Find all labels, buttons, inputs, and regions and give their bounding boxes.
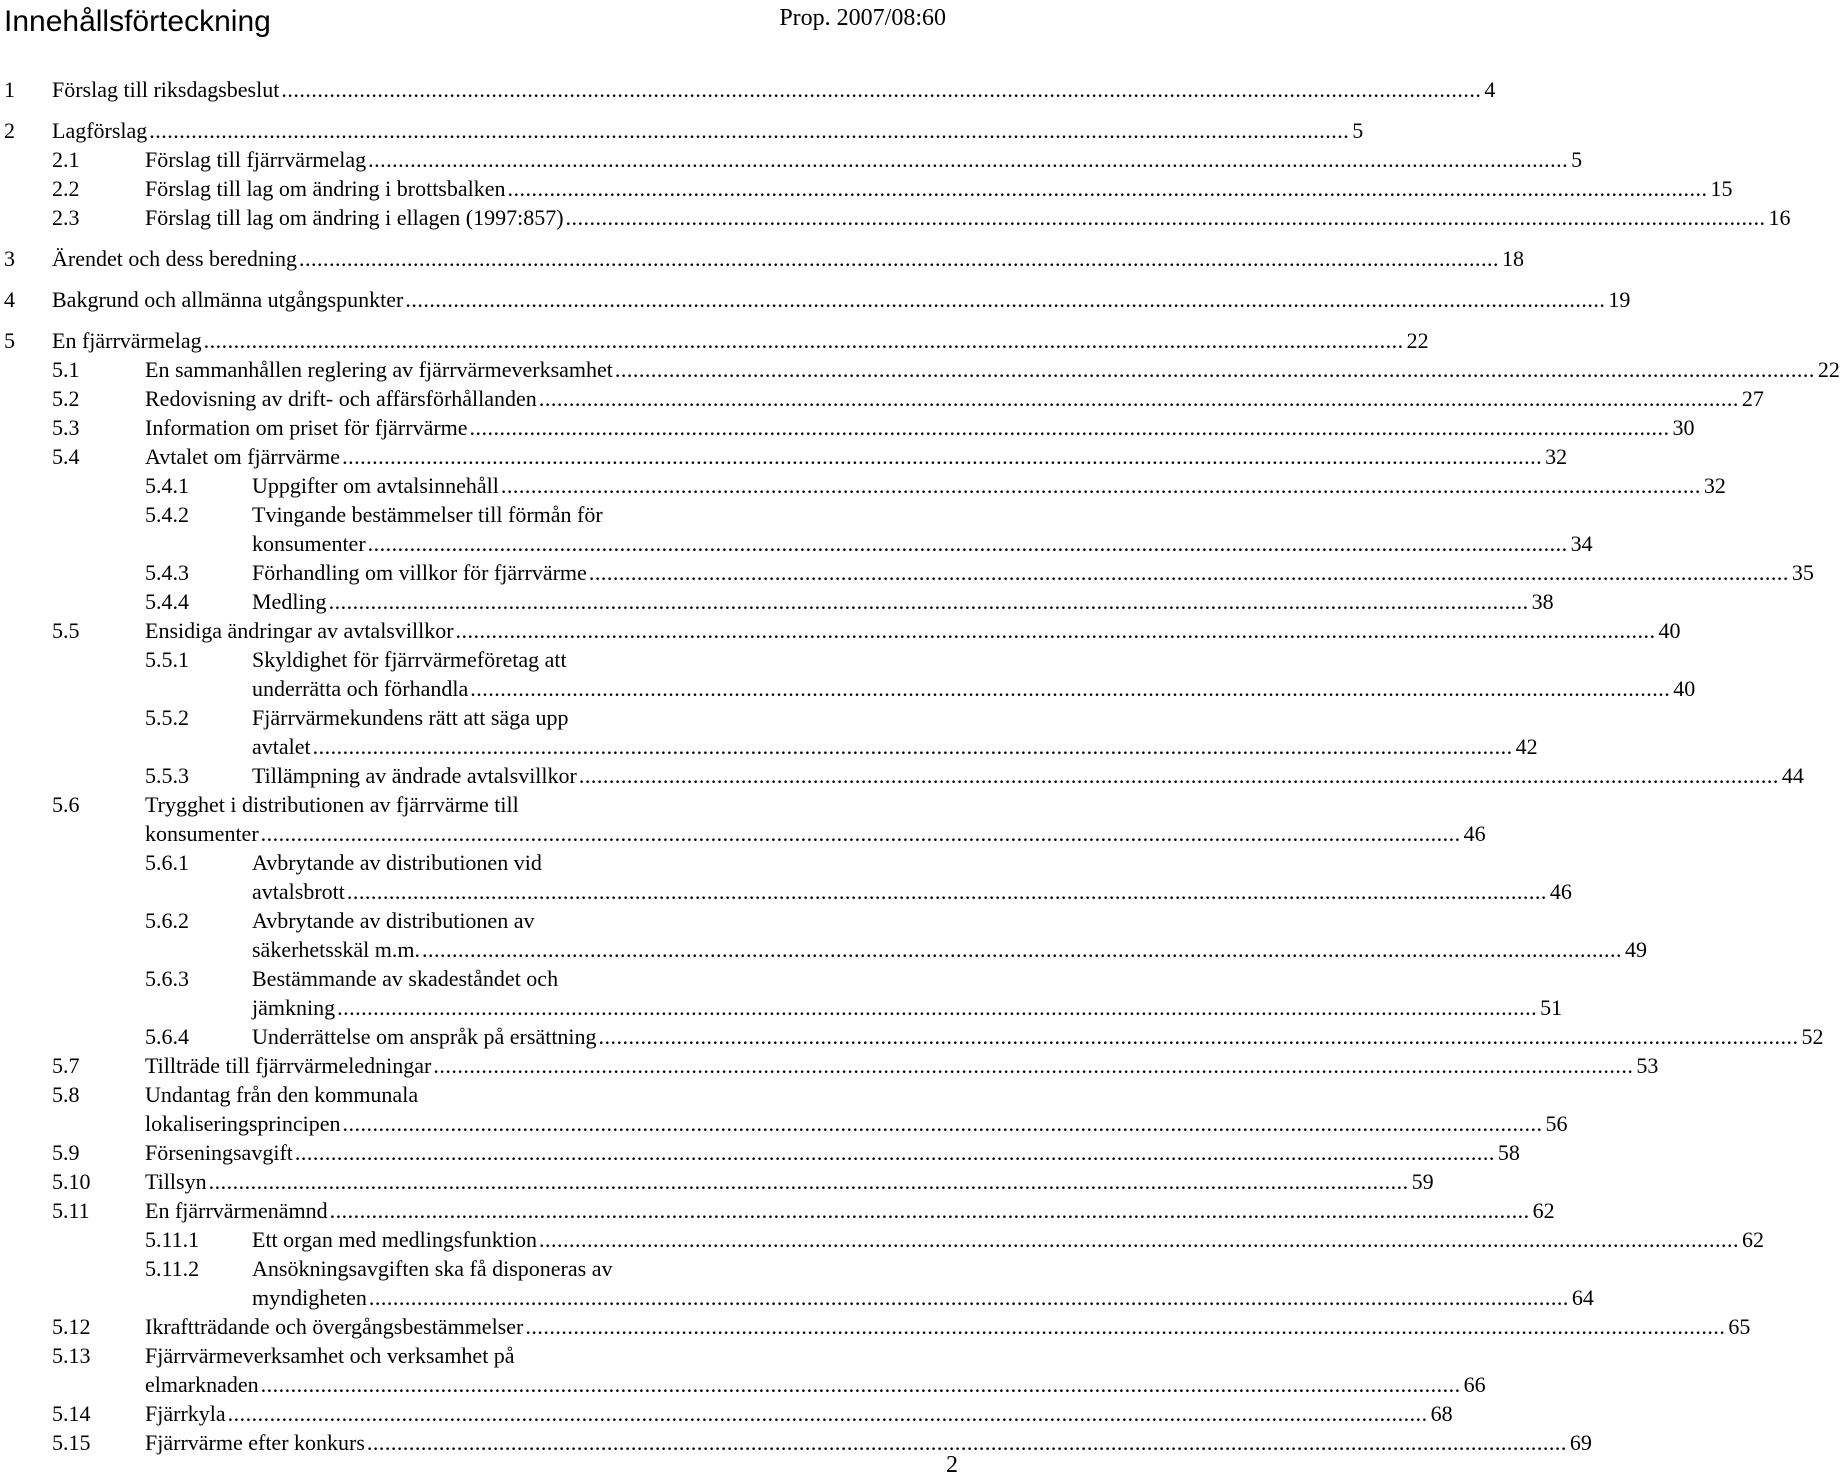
- toc-entry-title: Ärendet och dess beredning: [52, 246, 297, 271]
- dot-leader: ........................................................................................................................................................................................................: [227, 1401, 1428, 1426]
- toc-entry-title: Tillämpning av ändrade avtalsvillkor: [252, 763, 577, 788]
- toc-entry-number: 5.11: [52, 1198, 90, 1223]
- toc-entry-title: En sammanhållen reglering av fjärrvärmeverksamhet: [145, 357, 613, 382]
- toc-entry-number: 5.9: [52, 1140, 80, 1165]
- toc-entry-page: 22: [1817, 357, 1840, 382]
- dot-leader: ........................................................................................................................................................................................................: [260, 821, 1461, 846]
- toc-entry-link[interactable]: [145, 1168, 1434, 1196]
- dot-leader: ........................................................................................................................................................................................................: [281, 77, 1482, 102]
- toc-entry-title: myndigheten: [252, 1285, 367, 1310]
- dot-leader: ........................................................................................................................................................................................................: [346, 879, 1547, 904]
- toc-entry-title: Avtalet om fjärrvärme: [145, 444, 341, 469]
- dot-leader: ........................................................................................................................................................................................................: [367, 531, 1568, 556]
- toc-entry-number: 5.11.1: [145, 1227, 200, 1252]
- toc-entry-title: Lagförslag: [52, 118, 148, 143]
- toc-entry-number: 5.13: [52, 1343, 91, 1368]
- toc-entry-link[interactable]: [145, 617, 1681, 645]
- toc-entry-link[interactable]: [252, 1226, 1764, 1254]
- dot-leader: ........................................................................................................................................................................................................: [342, 444, 1543, 469]
- toc-entry-link[interactable]: [252, 762, 1804, 790]
- toc-entry-title: Bakgrund och allmänna utgångspunkter: [52, 287, 404, 312]
- toc-entry-title: Tillsyn: [145, 1169, 207, 1194]
- toc-entry-title[interactable]: Fjärrvärmekundens rätt att säga upp: [252, 705, 569, 730]
- toc-entry-page: 19: [1608, 287, 1631, 312]
- dot-leader: ........................................................................................................................................................................................................: [538, 1227, 1739, 1252]
- toc-entry-title[interactable]: Ansökningsavgiften ska få disponeras av: [252, 1256, 613, 1281]
- toc-entry-title: Redovisning av drift- och affärsförhållanden: [145, 386, 537, 411]
- toc-entry-number: 5.7: [52, 1053, 80, 1078]
- toc-entry-number: 5.6.1: [145, 850, 189, 875]
- toc-entry-link[interactable]: [145, 414, 1695, 442]
- dot-leader: ........................................................................................................................................................................................................: [208, 1169, 1409, 1194]
- toc-entry-link[interactable]: [145, 1313, 1751, 1341]
- toc-entry-title: Förslag till riksdagsbeslut: [52, 77, 280, 102]
- toc-entry-number: 5.6.2: [145, 908, 189, 933]
- toc-entry-link[interactable]: [145, 204, 1791, 232]
- dot-leader: ........................................................................................................................................................................................................: [422, 937, 1623, 962]
- toc-entry-link[interactable]: [145, 175, 1733, 203]
- toc-entry-page: 40: [1673, 676, 1696, 701]
- toc-entry-link[interactable]: [145, 146, 1583, 174]
- toc-entry-number: 2.2: [52, 176, 80, 201]
- toc-entry-title: säkerhetsskäl m.m.: [252, 937, 421, 962]
- toc-entry-link[interactable]: [252, 733, 1538, 761]
- dot-leader: ........................................................................................................................................................................................................: [538, 386, 1739, 411]
- toc-entry-page: 62: [1532, 1198, 1555, 1223]
- dot-leader: ........................................................................................................................................................................................................: [298, 246, 1499, 271]
- toc-entry-number: 4: [4, 287, 15, 312]
- toc-entry-number: 2.1: [52, 147, 80, 172]
- toc-entry-link[interactable]: [145, 1110, 1568, 1138]
- toc-entry-page: 34: [1570, 531, 1593, 556]
- toc-entry-title[interactable]: Fjärrvärmeverksamhet och verksamhet på: [145, 1343, 515, 1368]
- toc-entry-number: 5.4.3: [145, 560, 189, 585]
- toc-entry-number: 5.5.2: [145, 705, 189, 730]
- toc-entry-page: 66: [1463, 1372, 1486, 1397]
- dot-leader: ........................................................................................................................................................................................................: [342, 1111, 1543, 1136]
- toc-entry-title: Medling: [252, 589, 327, 614]
- dot-leader: ........................................................................................................................................................................................................: [203, 328, 1404, 353]
- dot-leader: ........................................................................................................................................................................................................: [469, 415, 1670, 440]
- toc-entry-title[interactable]: Avbrytande av distributionen vid: [252, 850, 542, 875]
- toc-entry-title: Uppgifter om avtalsinnehåll: [252, 473, 499, 498]
- toc-entry-link[interactable]: [145, 1197, 1555, 1225]
- dot-leader: ........................................................................................................................................................................................................: [328, 589, 1529, 614]
- toc-entry-title[interactable]: Tvingande bestämmelser till förmån för: [252, 502, 603, 527]
- toc-entry-number: 5.4.2: [145, 502, 189, 527]
- toc-entry-title: Ensidiga ändringar av avtalsvillkor: [145, 618, 454, 643]
- dot-leader: ........................................................................................................................................................................................................: [578, 763, 1779, 788]
- toc-entry-title: Tillträde till fjärrvärmeledningar: [145, 1053, 432, 1078]
- proposition-reference: Prop. 2007/08:60: [779, 5, 946, 31]
- dot-leader: ........................................................................................................................................................................................................: [329, 1198, 1530, 1223]
- toc-entry-link[interactable]: [252, 675, 1696, 703]
- toc-entry-title: konsumenter: [145, 821, 259, 846]
- toc-entry-page: 4: [1484, 77, 1496, 102]
- dot-leader: ........................................................................................................................................................................................................: [433, 1053, 1634, 1078]
- dot-leader: ........................................................................................................................................................................................................: [337, 995, 1538, 1020]
- dot-leader: ........................................................................................................................................................................................................: [368, 1285, 1569, 1310]
- toc-entry-link[interactable]: [145, 1052, 1659, 1080]
- toc-entry-page: 56: [1545, 1111, 1568, 1136]
- toc-entry-title: underrätta och förhandla: [252, 676, 469, 701]
- toc-entry-title[interactable]: Undantag från den kommunala: [145, 1082, 419, 1107]
- dot-leader: ........................................................................................................................................................................................................: [366, 1430, 1567, 1455]
- toc-entry-title: avtalet: [252, 734, 311, 759]
- toc-entry-number: 2: [4, 118, 15, 143]
- toc-entry-link[interactable]: [52, 117, 1364, 145]
- dot-leader: ........................................................................................................................................................................................................: [455, 618, 1656, 643]
- toc-entry-page: 53: [1636, 1053, 1659, 1078]
- toc-entry-number: 5.4: [52, 444, 80, 469]
- toc-entry-number: 5.1: [52, 357, 80, 382]
- toc-entry-link[interactable]: [52, 327, 1429, 355]
- toc-entry-title: Information om priset för fjärrvärme: [145, 415, 468, 440]
- toc-entry-number: 5.6.3: [145, 966, 189, 991]
- dot-leader: ........................................................................................................................................................................................................: [588, 560, 1789, 585]
- toc-entry-link[interactable]: [252, 994, 1563, 1022]
- dot-leader: ........................................................................................................................................................................................................: [507, 176, 1708, 201]
- toc-entry-number: 3: [4, 246, 15, 271]
- toc-entry-title: Ett organ med medlingsfunktion: [252, 1227, 537, 1252]
- toc-entry-title: jämkning: [252, 995, 336, 1020]
- toc-entry-link[interactable]: [145, 820, 1486, 848]
- page-number: 2: [946, 1452, 958, 1478]
- toc-entry-page: 46: [1463, 821, 1486, 846]
- toc-entry-title: Förslag till lag om ändring i brottsbalken: [145, 176, 506, 201]
- toc-entry-link[interactable]: [145, 1429, 1592, 1457]
- toc-entry-link[interactable]: [252, 472, 1726, 500]
- toc-entry-title: Underrättelse om anspråk på ersättning: [252, 1024, 597, 1049]
- toc-entry-page: 44: [1781, 763, 1804, 788]
- toc-entry-number: 5.14: [52, 1401, 91, 1426]
- toc-entry-number: 5.5.1: [145, 647, 189, 672]
- toc-entry-page: 59: [1411, 1169, 1434, 1194]
- toc-entry-title[interactable]: Bestämmande av skadeståndet och: [252, 966, 559, 991]
- toc-entry-number: 5.10: [52, 1169, 91, 1194]
- toc-entry-page: 68: [1430, 1401, 1453, 1426]
- toc-entry-title[interactable]: Avbrytande av distributionen av: [252, 908, 535, 933]
- toc-entry-page: 62: [1741, 1227, 1764, 1252]
- toc-entry-title: Förseningsavgift: [145, 1140, 293, 1165]
- toc-entry-number: 5.2: [52, 386, 80, 411]
- toc-entry-page: 27: [1741, 386, 1764, 411]
- toc-entry-link[interactable]: [252, 936, 1648, 964]
- toc-entry-link[interactable]: [145, 356, 1840, 384]
- toc-entry-page: 40: [1658, 618, 1681, 643]
- toc-entry-page: 35: [1791, 560, 1814, 585]
- dot-leader: ........................................................................................................................................................................................................: [470, 676, 1671, 701]
- toc-entry-page: 42: [1515, 734, 1538, 759]
- toc-entry-page: 58: [1497, 1140, 1520, 1165]
- toc-entry-number: 5.15: [52, 1430, 91, 1455]
- toc-entry-number: 5.6: [52, 792, 80, 817]
- toc-entry-link[interactable]: [252, 1284, 1594, 1312]
- toc-entry-number: 5.5.3: [145, 763, 189, 788]
- toc-entry-title: lokaliseringsprincipen: [145, 1111, 341, 1136]
- toc-entry-link[interactable]: [145, 1139, 1520, 1167]
- toc-entry-link[interactable]: [252, 530, 1593, 558]
- toc-entry-number: 5.4.1: [145, 473, 189, 498]
- toc-entry-number: 1: [4, 77, 15, 102]
- toc-entry-page: 38: [1531, 589, 1554, 614]
- toc-entry-title: avtalsbrott: [252, 879, 345, 904]
- toc-entry-page: 64: [1571, 1285, 1594, 1310]
- toc-entry-number: 5.4.4: [145, 589, 189, 614]
- toc-entry-number: 5.12: [52, 1314, 91, 1339]
- toc-entry-page: 30: [1672, 415, 1695, 440]
- toc-entry-number: 5.6.4: [145, 1024, 189, 1049]
- toc-entry-title: Fjärrvärme efter konkurs: [145, 1430, 365, 1455]
- toc-entry-page: 22: [1406, 328, 1429, 353]
- dot-leader: ........................................................................................................................................................................................................: [614, 357, 1815, 382]
- toc-entry-link[interactable]: [145, 443, 1568, 471]
- toc-entry-title[interactable]: Skyldighet för fjärrvärmeföretag att: [252, 647, 567, 672]
- dot-leader: ........................................................................................................................................................................................................: [368, 147, 1569, 172]
- toc-entry-title: Förhandling om villkor för fjärrvärme: [252, 560, 587, 585]
- toc-entry-title: elmarknaden: [145, 1372, 259, 1397]
- toc-entry-title: Fjärrkyla: [145, 1401, 226, 1426]
- toc-entry-page: 16: [1768, 205, 1791, 230]
- toc-entry-link[interactable]: [252, 559, 1814, 587]
- toc-entry-number: 5.3: [52, 415, 80, 440]
- toc-entry-number: 5.8: [52, 1082, 80, 1107]
- toc-entry-page: 49: [1625, 937, 1648, 962]
- toc-entry-page: 69: [1569, 1430, 1592, 1455]
- toc-entry-title: En fjärrvärmenämnd: [145, 1198, 328, 1223]
- toc-entry-page: 5: [1352, 118, 1364, 143]
- dot-leader: ........................................................................................................................................................................................................: [405, 287, 1606, 312]
- dot-leader: ........................................................................................................................................................................................................: [525, 1314, 1726, 1339]
- toc-entry-title: En fjärrvärmelag: [52, 328, 202, 353]
- document-title: Innehållsförteckning: [4, 5, 271, 38]
- toc-entry-page: 18: [1501, 246, 1524, 271]
- toc-entry-page: 32: [1703, 473, 1726, 498]
- toc-entry-number: 5: [4, 328, 15, 353]
- dot-leader: ........................................................................................................................................................................................................: [500, 473, 1701, 498]
- toc-entry-link[interactable]: [145, 385, 1764, 413]
- toc-entry-page: 15: [1710, 176, 1733, 201]
- toc-entry-page: 52: [1801, 1024, 1824, 1049]
- toc-entry-title[interactable]: Trygghet i distributionen av fjärrvärme till: [145, 792, 519, 817]
- toc-entry-page: 51: [1540, 995, 1563, 1020]
- toc-entry-link[interactable]: [52, 76, 1496, 104]
- dot-leader: ........................................................................................................................................................................................................: [565, 205, 1766, 230]
- toc-entry-link[interactable]: [145, 1371, 1486, 1399]
- toc-entry-page: 46: [1549, 879, 1572, 904]
- dot-leader: ........................................................................................................................................................................................................: [294, 1140, 1495, 1165]
- toc-entry-link[interactable]: [252, 588, 1554, 616]
- dot-leader: ........................................................................................................................................................................................................: [312, 734, 1513, 759]
- toc-entry-title: Förslag till lag om ändring i ellagen (1997:857): [145, 205, 564, 230]
- toc-entry-page: 5: [1571, 147, 1583, 172]
- toc-entry-title: Ikraftträdande och övergångsbestämmelser: [145, 1314, 524, 1339]
- toc-entry-link[interactable]: [252, 1023, 1824, 1051]
- toc-entry-title: Förslag till fjärrvärmelag: [145, 147, 367, 172]
- toc-entry-page: 65: [1728, 1314, 1751, 1339]
- toc-entry-title: konsumenter: [252, 531, 366, 556]
- toc-entry-number: 5.11.2: [145, 1256, 200, 1281]
- dot-leader: ........................................................................................................................................................................................................: [260, 1372, 1461, 1397]
- toc-entry-number: 2.3: [52, 205, 80, 230]
- toc-entry-link[interactable]: [145, 1400, 1453, 1428]
- dot-leader: ........................................................................................................................................................................................................: [598, 1024, 1799, 1049]
- toc-entry-link[interactable]: [52, 286, 1631, 314]
- dot-leader: ........................................................................................................................................................................................................: [149, 118, 1350, 143]
- toc-entry-number: 5.5: [52, 618, 80, 643]
- toc-entry-page: 32: [1545, 444, 1568, 469]
- toc-entry-link[interactable]: [252, 878, 1572, 906]
- toc-entry-link[interactable]: [52, 245, 1524, 273]
